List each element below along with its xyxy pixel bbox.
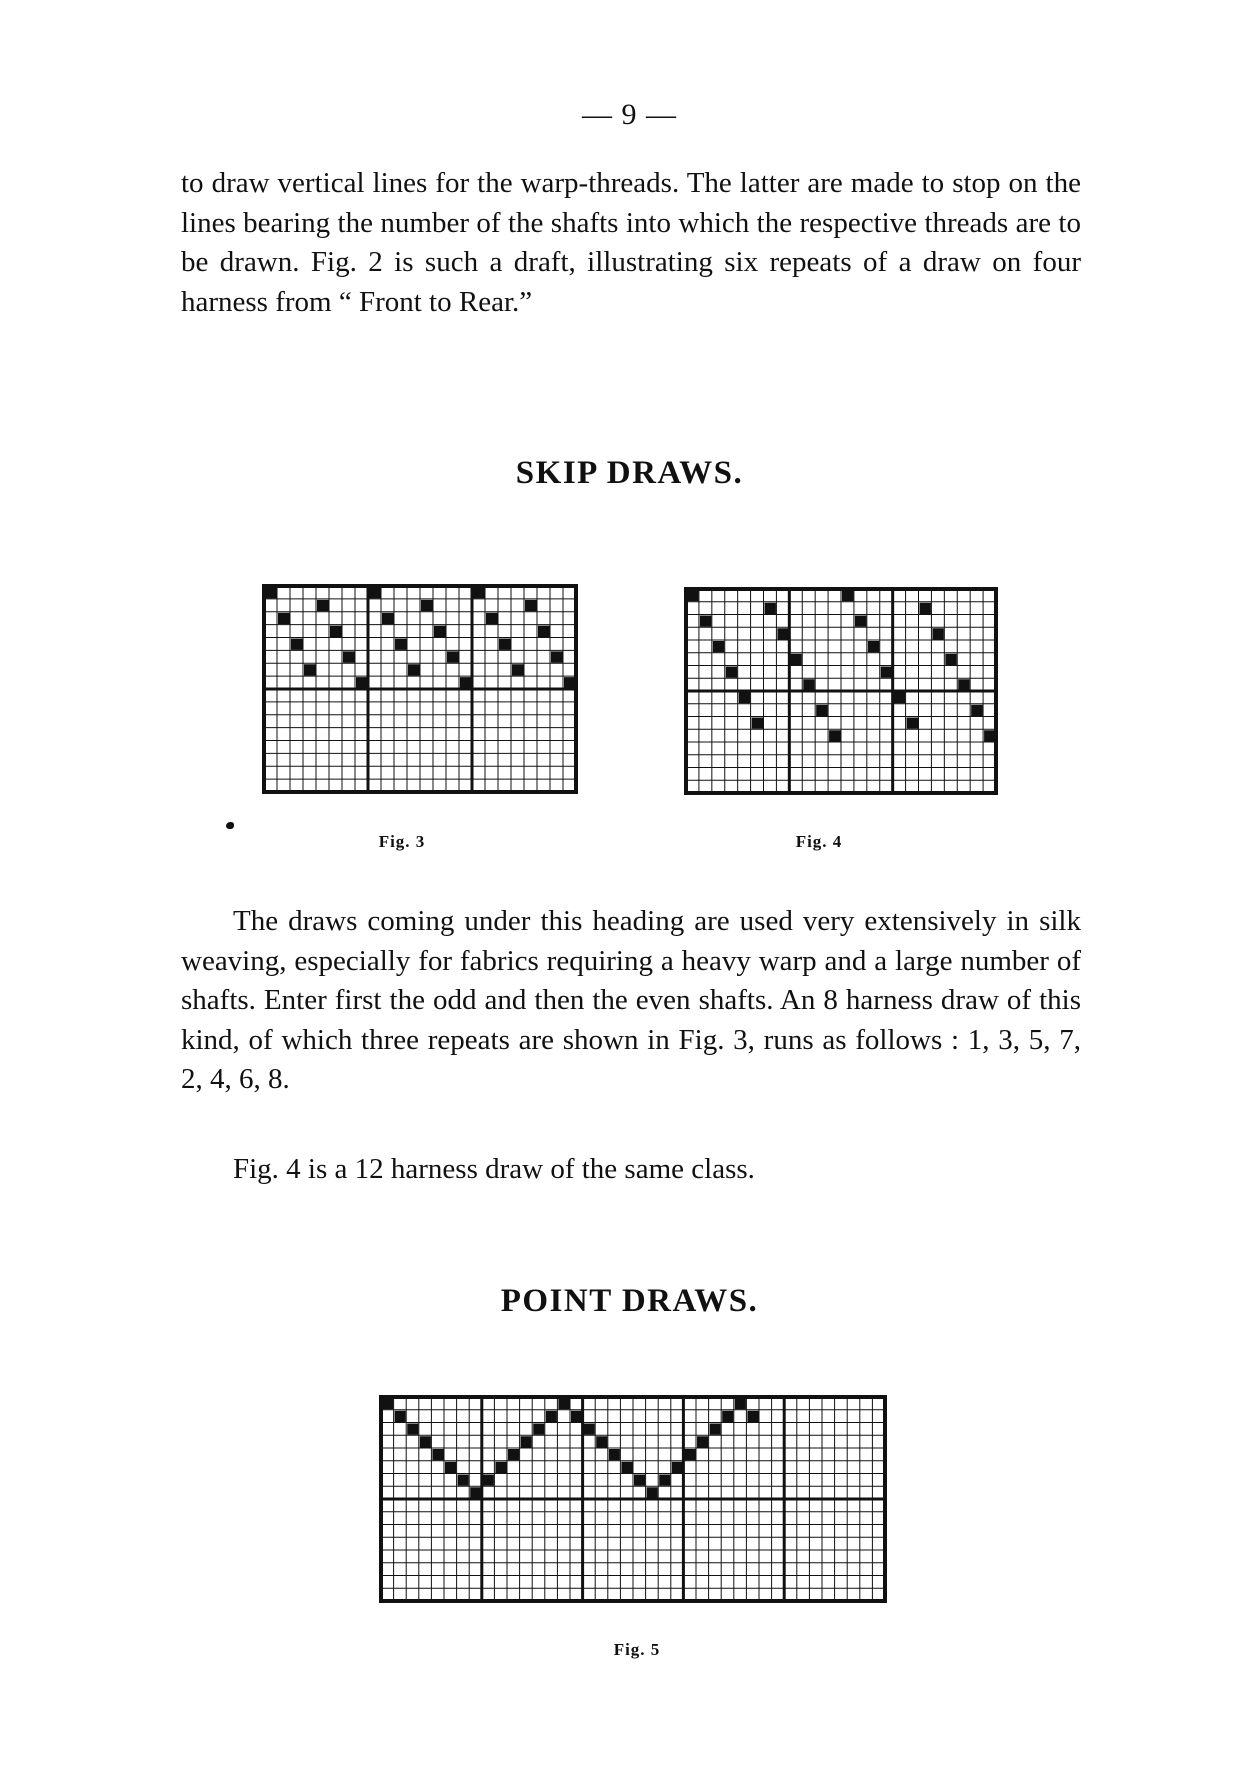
thread-mark <box>829 730 840 741</box>
thread-mark <box>842 590 853 601</box>
thread-mark <box>971 705 982 716</box>
thread-mark <box>551 651 563 662</box>
thread-mark <box>777 628 788 639</box>
thread-mark <box>803 679 814 690</box>
thread-mark <box>907 718 918 729</box>
thread-mark <box>735 1398 746 1409</box>
thread-mark <box>571 1411 582 1422</box>
thread-mark <box>458 1475 469 1486</box>
thread-mark <box>765 603 776 614</box>
thread-mark <box>621 1462 632 1473</box>
thread-mark <box>512 664 524 675</box>
thread-mark <box>395 639 407 650</box>
thread-mark <box>920 603 931 614</box>
thread-mark <box>790 654 801 665</box>
thread-mark <box>726 667 737 678</box>
printing-speck <box>226 822 234 829</box>
figure-5-label: Fig. 5 <box>613 1640 661 1659</box>
figure-3-label: Fig. 3 <box>378 832 426 851</box>
thread-mark <box>739 692 750 703</box>
thread-mark <box>868 641 879 652</box>
thread-mark <box>684 1449 695 1460</box>
thread-mark <box>499 639 511 650</box>
thread-mark <box>881 667 892 678</box>
thread-mark <box>356 677 368 688</box>
thread-mark <box>434 626 446 637</box>
thread-mark <box>395 1411 406 1422</box>
thread-mark <box>710 1424 721 1435</box>
thread-mark <box>486 613 498 624</box>
thread-mark <box>265 587 277 598</box>
thread-mark <box>317 600 329 611</box>
thread-mark <box>958 679 969 690</box>
thread-mark <box>460 677 472 688</box>
thread-mark <box>932 628 943 639</box>
figure-4-draft-grid <box>683 586 999 796</box>
thread-mark <box>713 641 724 652</box>
thread-mark <box>330 626 342 637</box>
thread-mark <box>672 1462 683 1473</box>
figure-4-label: Fig. 4 <box>795 832 843 851</box>
thread-mark <box>483 1475 494 1486</box>
paragraph-fig4-note: Fig. 4 is a 12 harness draw of the same class. <box>233 1153 755 1185</box>
thread-mark <box>508 1449 519 1460</box>
thread-mark <box>521 1436 532 1447</box>
paragraph-skip-draws: The draws coming under this heading are used very extensively in silk weaving, especially for fabrics requiring a heavy warp and a large number of shafts. Enter first the odd and then the even shafts. An 8 harness draw of this kind, of which three repeats are shown in Fig. 3, runs as follows : 1, 3, 5, 7, 2, 4, 6, 8. <box>181 905 1081 1095</box>
thread-mark <box>584 1424 595 1435</box>
thread-mark <box>558 1398 569 1409</box>
paragraph-warp-threads: to draw vertical lines for the warp-threads. The latter are made to stop on the lines bearing the number of the shafts into which the respective threads are to be drawn. Fig. 2 is such a draft, illustrating six repeats of a draw on four harness from “ Front to Rear.” <box>181 167 1081 318</box>
thread-mark <box>647 1487 658 1498</box>
thread-mark <box>470 1487 481 1498</box>
heading-point-draws: POINT DRAWS. <box>500 1283 759 1319</box>
thread-mark <box>564 677 576 688</box>
thread-mark <box>343 651 355 662</box>
thread-mark <box>421 600 433 611</box>
thread-mark <box>495 1462 506 1473</box>
thread-mark <box>445 1462 456 1473</box>
thread-mark <box>407 1424 418 1435</box>
thread-mark <box>816 705 827 716</box>
thread-mark <box>447 651 459 662</box>
thread-mark <box>538 626 550 637</box>
thread-mark <box>291 639 303 650</box>
thread-mark <box>752 718 763 729</box>
thread-mark <box>473 587 485 598</box>
page-number: — 9 — <box>582 98 677 131</box>
thread-mark <box>984 730 995 741</box>
thread-mark <box>945 654 956 665</box>
thread-mark <box>432 1449 443 1460</box>
thread-mark <box>278 613 290 624</box>
thread-mark <box>687 590 698 601</box>
figure-3-draft-grid <box>261 583 579 795</box>
thread-mark <box>700 616 711 627</box>
thread-mark <box>304 664 316 675</box>
thread-mark <box>634 1475 645 1486</box>
thread-mark <box>747 1411 758 1422</box>
thread-mark <box>420 1436 431 1447</box>
thread-mark <box>722 1411 733 1422</box>
thread-mark <box>369 587 381 598</box>
thread-mark <box>609 1449 620 1460</box>
thread-mark <box>382 613 394 624</box>
thread-mark <box>659 1475 670 1486</box>
thread-mark <box>382 1398 393 1409</box>
thread-mark <box>546 1411 557 1422</box>
thread-mark <box>697 1436 708 1447</box>
thread-mark <box>533 1424 544 1435</box>
thread-mark <box>855 616 866 627</box>
figure-5-draft-grid <box>378 1394 888 1604</box>
thread-mark <box>525 600 537 611</box>
thread-mark <box>408 664 420 675</box>
heading-skip-draws: SKIP DRAWS. <box>515 455 744 491</box>
thread-mark <box>596 1436 607 1447</box>
thread-mark <box>894 692 905 703</box>
